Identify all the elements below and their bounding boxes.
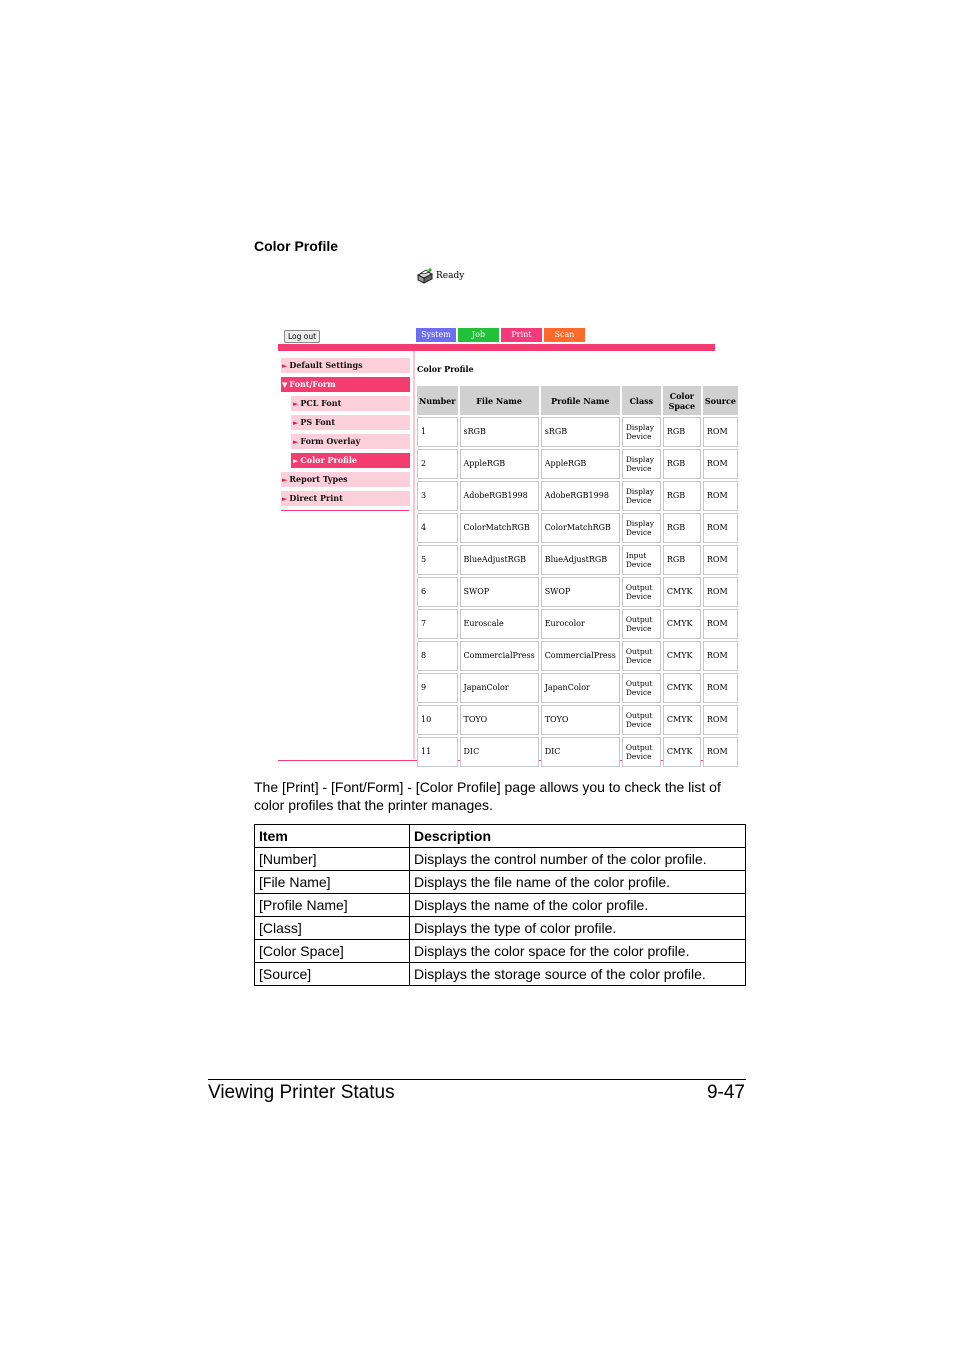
table-cell: ROM — [703, 449, 738, 479]
table-row — [255, 848, 746, 871]
sidebar-item-form-overlay[interactable] — [291, 434, 410, 449]
column-header: Profile Name — [541, 386, 620, 415]
table-row — [255, 871, 746, 894]
table-header-row — [255, 825, 746, 848]
sidebar-item-default-settings[interactable] — [281, 358, 410, 373]
tab-scan[interactable]: Scan — [544, 328, 585, 342]
column-header: Item — [255, 825, 410, 848]
table-cell: JapanColor — [460, 673, 539, 703]
sidebar-item-label: Color Profile — [300, 455, 357, 465]
table-cell: CMYK — [663, 705, 701, 735]
table-cell: CMYK — [663, 737, 701, 767]
sidebar-item-label: PS Font — [300, 417, 336, 427]
table-cell: TOYO — [460, 705, 539, 735]
table-cell: RGB — [663, 449, 701, 479]
table-cell: AppleRGB — [460, 449, 539, 479]
table-cell: Displays the type of color profile. — [410, 917, 746, 940]
table-cell: 8 — [417, 641, 458, 671]
table-cell: 7 — [417, 609, 458, 639]
table-cell: sRGB — [541, 417, 620, 447]
table-cell: ColorMatchRGB — [541, 513, 620, 543]
table-row — [417, 705, 738, 735]
table-cell: [Source] — [255, 963, 410, 986]
sidebar-item-pcl-font[interactable] — [291, 396, 410, 411]
table-cell: Displays the name of the color profile. — [410, 894, 746, 917]
table-header-row — [417, 386, 738, 415]
column-header: File Name — [460, 386, 539, 415]
table-cell: ROM — [703, 417, 738, 447]
column-header: Source — [703, 386, 738, 415]
printer-status — [416, 266, 464, 286]
table-cell: Display Device — [622, 513, 661, 543]
table-cell: 10 — [417, 705, 458, 735]
page-number: 9-47 — [706, 1082, 745, 1103]
footer-rule — [208, 1079, 746, 1080]
table-row — [417, 545, 738, 575]
table-row — [255, 894, 746, 917]
table-cell: Output Device — [622, 737, 661, 767]
table-row — [417, 641, 738, 671]
table-cell: CommercialPress — [460, 641, 539, 671]
arrow-right-icon: ► — [293, 437, 299, 446]
column-header: Number — [417, 386, 458, 415]
table-cell: ROM — [703, 705, 738, 735]
table-cell: AppleRGB — [541, 449, 620, 479]
footer-title: Viewing Printer Status — [208, 1082, 395, 1103]
tab-print[interactable]: Print — [501, 328, 542, 342]
table-cell: 6 — [417, 577, 458, 607]
table-cell: ROM — [703, 481, 738, 511]
table-cell: ROM — [703, 641, 738, 671]
table-cell: 3 — [417, 481, 458, 511]
table-cell: 11 — [417, 737, 458, 767]
table-cell: ROM — [703, 609, 738, 639]
table-cell: CMYK — [663, 673, 701, 703]
table-cell: ROM — [703, 737, 738, 767]
table-cell: DIC — [541, 737, 620, 767]
table-cell: Output Device — [622, 609, 661, 639]
sidebar-divider — [281, 510, 409, 511]
description-paragraph: The [Print] - [Font/Form] - [Color Profile] page allows you to check the list of color profiles that the printer manages. — [254, 779, 721, 813]
table-cell: [Number] — [255, 848, 410, 871]
content-title: Color Profile — [417, 364, 474, 374]
table-cell: SWOP — [460, 577, 539, 607]
status-text: Ready — [436, 271, 465, 281]
table-cell: RGB — [663, 417, 701, 447]
column-header: Description — [410, 825, 746, 848]
table-cell: DIC — [460, 737, 539, 767]
column-header: Class — [622, 386, 661, 415]
table-cell: CMYK — [663, 641, 701, 671]
table-cell: sRGB — [460, 417, 539, 447]
sidebar-item-label: Form Overlay — [300, 436, 361, 446]
table-cell: SWOP — [541, 577, 620, 607]
table-cell: CMYK — [663, 609, 701, 639]
table-row — [417, 737, 738, 767]
table-cell: ROM — [703, 545, 738, 575]
section-title: Color Profile — [254, 238, 339, 254]
sidebar-item-ps-font[interactable] — [291, 415, 410, 430]
table-cell: [Class] — [255, 917, 410, 940]
table-cell: RGB — [663, 481, 701, 511]
sidebar-item-direct-print[interactable] — [281, 491, 410, 506]
arrow-right-icon: ► — [293, 399, 299, 408]
table-row — [417, 417, 738, 447]
table-row — [417, 513, 738, 543]
sidebar-item-label: Direct Print — [289, 493, 343, 503]
table-cell: RGB — [663, 513, 701, 543]
table-cell: Eurocolor — [541, 609, 620, 639]
table-cell: Display Device — [622, 481, 661, 511]
field-description-table — [254, 824, 746, 986]
sidebar-item-label: Font/Form — [289, 379, 336, 389]
sidebar-item-label: Report Types — [289, 474, 348, 484]
table-cell: AdobeRGB1998 — [460, 481, 539, 511]
table-row — [255, 917, 746, 940]
table-cell: 1 — [417, 417, 458, 447]
table-cell: ROM — [703, 577, 738, 607]
table-cell: BlueAdjustRGB — [541, 545, 620, 575]
sidebar-item-report-types[interactable] — [281, 472, 410, 487]
table-cell: BlueAdjustRGB — [460, 545, 539, 575]
table-cell: CMYK — [663, 577, 701, 607]
table-row — [255, 940, 746, 963]
arrow-right-icon: ► — [282, 494, 288, 503]
arrow-right-icon: ► — [293, 456, 299, 465]
table-cell: Output Device — [622, 641, 661, 671]
table-cell: Input Device — [622, 545, 661, 575]
table-cell: CommercialPress — [541, 641, 620, 671]
arrow-right-icon: ► — [282, 475, 288, 484]
table-row — [417, 609, 738, 639]
arrow-right-icon: ► — [282, 361, 288, 370]
color-profile-table — [415, 384, 740, 769]
table-cell: [File Name] — [255, 871, 410, 894]
table-cell: TOYO — [541, 705, 620, 735]
table-row — [417, 673, 738, 703]
table-cell: ROM — [703, 513, 738, 543]
table-cell: 5 — [417, 545, 458, 575]
table-row — [417, 481, 738, 511]
table-row — [417, 449, 738, 479]
arrow-down-icon: ▼ — [282, 380, 288, 389]
table-cell: Output Device — [622, 705, 661, 735]
header-bar — [278, 344, 715, 351]
table-row — [255, 963, 746, 986]
tab-system[interactable]: System — [416, 328, 456, 342]
table-cell: Displays the color space for the color profile. — [410, 940, 746, 963]
sidebar-item-label: Default Settings — [289, 360, 363, 370]
printer-icon — [416, 267, 434, 285]
table-cell: 9 — [417, 673, 458, 703]
table-cell: Displays the file name of the color profile. — [410, 871, 746, 894]
table-cell: Output Device — [622, 673, 661, 703]
sidebar-item-label: PCL Font — [300, 398, 342, 408]
table-cell: Output Device — [622, 577, 661, 607]
table-cell: JapanColor — [541, 673, 620, 703]
tab-job[interactable]: Job — [458, 328, 499, 342]
table-cell: ColorMatchRGB — [460, 513, 539, 543]
arrow-right-icon: ► — [293, 418, 299, 427]
table-cell: RGB — [663, 545, 701, 575]
table-cell: Display Device — [622, 449, 661, 479]
table-cell: Euroscale — [460, 609, 539, 639]
column-header: Color Space — [663, 386, 701, 415]
table-cell: 2 — [417, 449, 458, 479]
table-row — [417, 577, 738, 607]
table-cell: [Profile Name] — [255, 894, 410, 917]
table-cell: ROM — [703, 673, 738, 703]
table-cell: Display Device — [622, 417, 661, 447]
table-cell: [Color Space] — [255, 940, 410, 963]
table-cell: 4 — [417, 513, 458, 543]
table-cell: Displays the storage source of the color profile. — [410, 963, 746, 986]
sidebar-item-color-profile[interactable] — [291, 453, 410, 468]
table-cell: AdobeRGB1998 — [541, 481, 620, 511]
logout-button[interactable]: Log out — [284, 330, 320, 343]
table-cell: Displays the control number of the color profile. — [410, 848, 746, 871]
sidebar-item-font-form[interactable] — [281, 377, 410, 392]
